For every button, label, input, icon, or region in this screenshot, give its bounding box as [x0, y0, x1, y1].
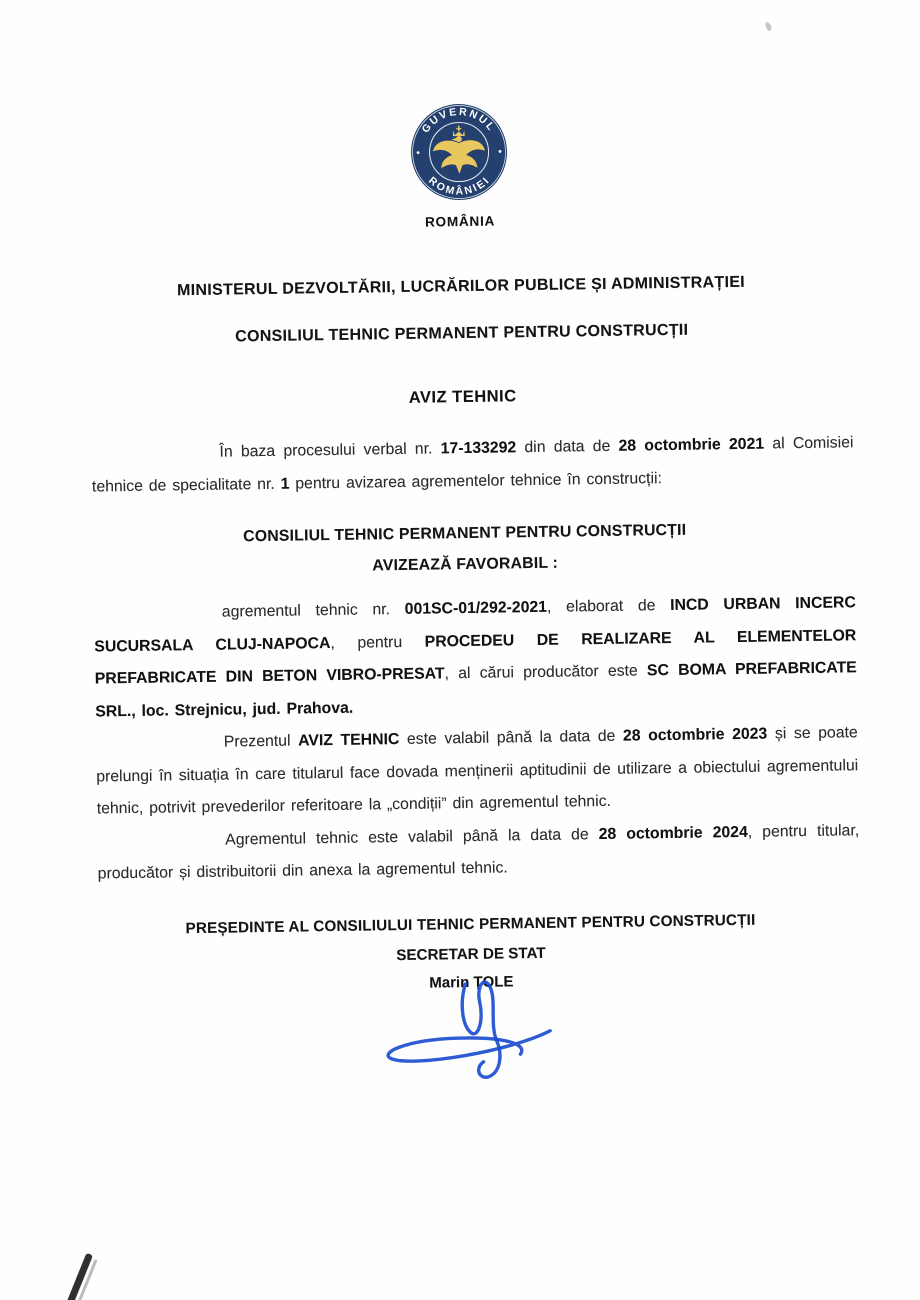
extension-paragraph: Agrementul tehnic este valabil până la data de 28 octombrie 2024, pentru titular, producător și distribuitorii din anexa la agrementul tehnic.: [97, 821, 860, 883]
government-seal-icon: [406, 98, 512, 204]
agreement-paragraph: agrementul tehnic nr. 001SC-01/292-2021, elaborat de INCD URBAN INCERC SUCURSALA CLUJ-NAPOCA, pentru PROCEDEU DE REALIZARE AL ELEMENTELOR PREFABRICATE DIN BETON VIBRO-PRESAT, al cărui producător este SC BOMA PREFABRICATE SRL., loc. Strejnicu, jud. Prahova.: [94, 594, 857, 721]
seal-bottom-text: ROMÂNIEI: [426, 174, 493, 198]
approval-heading: AVIZEAZĂ FAVORABIL :: [372, 554, 559, 575]
signer-name: Marin ȚOLE: [429, 972, 514, 992]
document-title: AVIZ TEHNIC: [408, 387, 517, 407]
council-subheading: CONSILIUL TEHNIC PERMANENT PENTRU CONSTRUCȚII: [243, 521, 687, 546]
seal-top-text: GUVERNUL: [419, 105, 498, 136]
intro-paragraph: În baza procesului verbal nr. 17-133292 din data de 28 octombrie 2021 al Comisiei tehnice de specialitate nr. 1 pentru avizarea agrementelor tehnice în construcții:: [91, 434, 854, 496]
country-label: ROMÂNIA: [424, 213, 496, 230]
ministry-heading: MINISTERUL DEZVOLTĂRII, LUCRĂRILOR PUBLICE ȘI ADMINISTRAȚIEI: [176, 273, 746, 300]
government-seal: [406, 98, 512, 204]
signature-stroke-tail: [478, 1040, 500, 1078]
council-heading: CONSILIUL TEHNIC PERMANENT PENTRU CONSTRUCȚII: [235, 321, 689, 346]
secretary-title-line: SECRETAR DE STAT: [396, 944, 546, 964]
president-title-line: PREȘEDINTE AL CONSILIULUI TEHNIC PERMANENT PENTRU CONSTRUCȚII: [185, 911, 756, 937]
signature-stroke-swoosh: [388, 1031, 551, 1062]
signature-stroke-loops: [462, 982, 496, 1040]
validity-paragraph: Prezentul AVIZ TEHNIC este valabil până la data de 28 octombrie 2023 și se poate prelungi în situația în care titularul face dovada menținerii aptitudinii de utilizare a obiectului agrementului tehnic, potrivit prevederilor referitoare la „condiții” din agrementul tehnic.: [96, 724, 859, 818]
